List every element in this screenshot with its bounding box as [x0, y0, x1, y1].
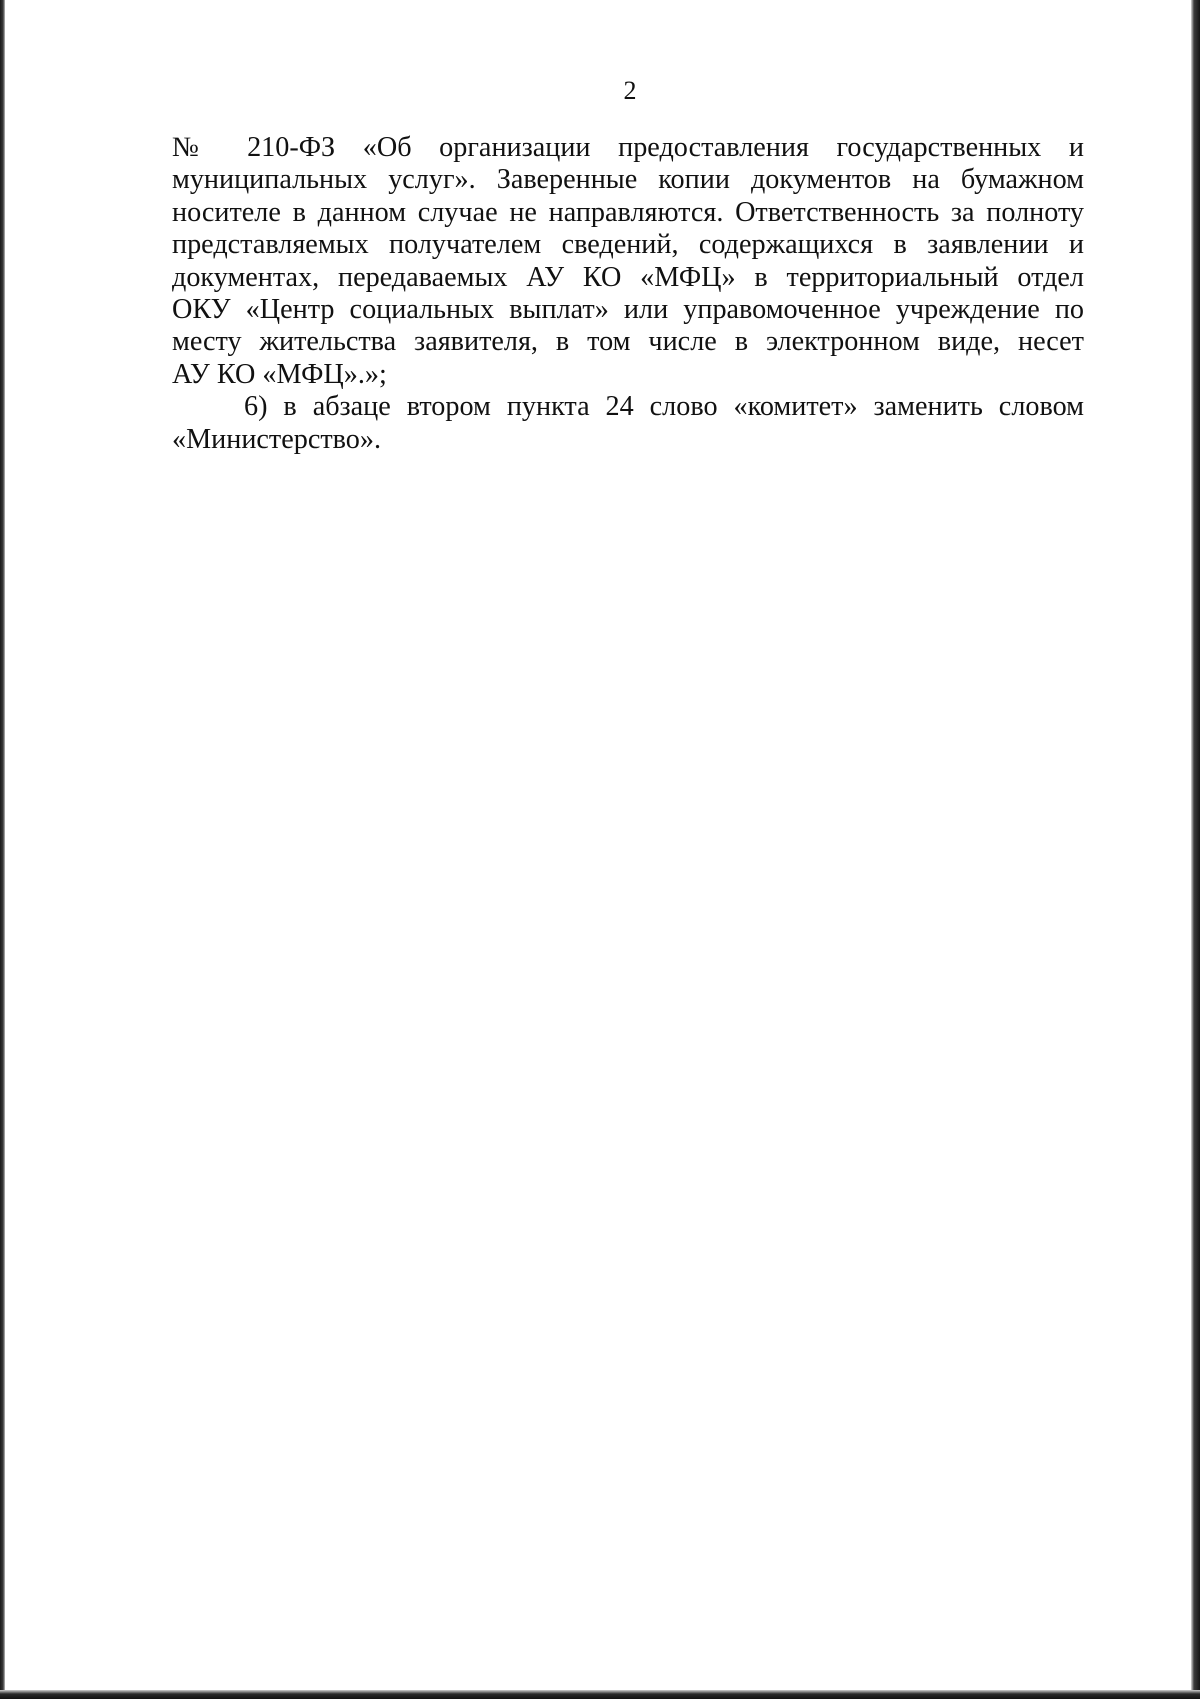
text-line: представляемых получателем сведений, содержащихся в заявлении и — [172, 229, 1084, 261]
text-line: муниципальных услуг». Заверенные копии документов на бумажном — [172, 164, 1084, 196]
text-line: № 210-ФЗ «Об организации предоставления государственных и — [172, 132, 1084, 163]
text-line: носителе в данном случае не направляются. Ответственность за полноту — [172, 196, 1084, 228]
paragraph-1 — [172, 132, 1084, 391]
text-line: документах, передаваемых АУ КО «МФЦ» в территориальный отдел — [172, 261, 1084, 293]
text-line: 6) в абзаце втором пункта 24 слово «комитет» заменить словом — [244, 391, 1084, 423]
scan-border-bottom — [0, 1690, 1200, 1699]
text-line: месту жительства заявителя, в том числе в электронном виде, несет — [172, 326, 1084, 358]
text-line: «Министерство». — [172, 423, 382, 455]
text-line: АУ КО «МФЦ».»; — [172, 358, 387, 390]
scan-border-right — [1191, 0, 1200, 1699]
document-body — [172, 132, 1084, 456]
scan-border-left — [0, 0, 5, 1699]
text-line: ОКУ «Центр социальных выплат» или управомоченное учреждение по — [172, 293, 1084, 325]
paragraph-2 — [172, 391, 1084, 456]
page-number: 2 — [623, 76, 637, 105]
